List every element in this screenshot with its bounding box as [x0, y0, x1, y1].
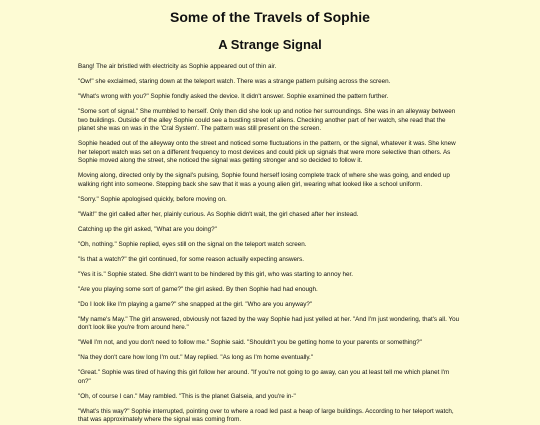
paragraph: "Ow!" she exclaimed, staring down at the teleport watch. There was a strange pattern pulsing across the screen.: [78, 77, 391, 85]
paragraph: Moving along, directed only by the signal's pulsing, Sophie found herself losing complete track of where she was going, and ended up walking right into someone. Stepping back she saw that it was a young alien girl, wearing what looked like a school uniform.: [78, 172, 450, 188]
paragraph: "Sorry." Sophie apologised quickly, before moving on.: [78, 195, 227, 203]
paragraph: "Oh, nothing." Sophie replied, eyes still on the signal on the teleport watch screen.: [78, 240, 307, 248]
paragraph: Catching up the girl asked, "What are you doing?": [78, 225, 217, 233]
paragraph: "Great." Sophie was tired of having this girl follow her around. "If you're not going to go away, can you at least tell me which planet I'm on?": [78, 369, 450, 385]
paragraph: "My name's May." The girl answered, obviously not fazed by the way Sophie had just yelled at her. "And I'm just wondering, that's all. You don't look like you're from around here.": [78, 315, 460, 332]
paragraph: "What's this way?" Sophie interrupted, pointing over to where a road led past a heap of large buildings. According to her teleport watch, that was approximately where the signal was coming from.: [78, 407, 454, 424]
paragraph: "Are you playing some sort of game?" the girl asked. By then Sophie had had enough.: [78, 285, 318, 293]
chapter-title: A Strange Signal: [218, 37, 322, 52]
paragraph: "Wait!" the girl called after her, plainly curious. As Sophie didn't wait, the girl chased after her instead.: [78, 210, 359, 218]
paragraph: "Oh, of course I can." May rambled. "This is the planet Galseia, and you're in-": [78, 392, 296, 400]
paragraph: Sophie headed out of the alleyway onto the street and noticed some fluctuations in the pattern, or the signal, whatever it was. She knew her teleport watch was set on a different frequency to most devices and could pick up signals that were more selective than others. As Sophie moved along the street, she noticed the signal was getting stronger and so decided to follow it.: [78, 140, 456, 165]
document-page: [0, 9, 540, 424]
paragraph: "Is that a watch?" the girl continued, for some reason actually expecting answers.: [78, 255, 305, 263]
paragraph: "Some sort of signal." She mumbled to herself. Only then did she look up and notice her surroundings. She was in an alleyway between two buildings. Outside of the alley Sophie could see a bustling street of aliens. Checking another part of her watch, she read that the planet she was on was in the 'Cral System'. The pattern was still present on the screen.: [78, 107, 456, 133]
paragraph: "What's wrong with you?" Sophie fondly asked the device. It didn't answer. Sophie examined the pattern further.: [78, 92, 389, 100]
paragraph: "Well I'm not, and you don't need to follow me." Sophie said. "Shouldn't you be getting home to your parents or something?": [78, 339, 422, 347]
story-body: [78, 63, 462, 425]
paragraph: Bang! The air bristled with electricity as Sophie appeared out of thin air.: [78, 63, 277, 70]
story-title: Some of the Travels of Sophie: [170, 9, 370, 25]
paragraph: "Na they don't care how long I'm out." May replied. "As long as I'm home eventually.": [78, 354, 314, 362]
paragraph: "Do I look like I'm playing a game?" she snapped at the girl. "Who are you anyway?": [78, 300, 313, 308]
paragraph: "Yes it is." Sophie stated. She didn't want to be hindered by this girl, who was starting to annoy her.: [78, 270, 353, 278]
